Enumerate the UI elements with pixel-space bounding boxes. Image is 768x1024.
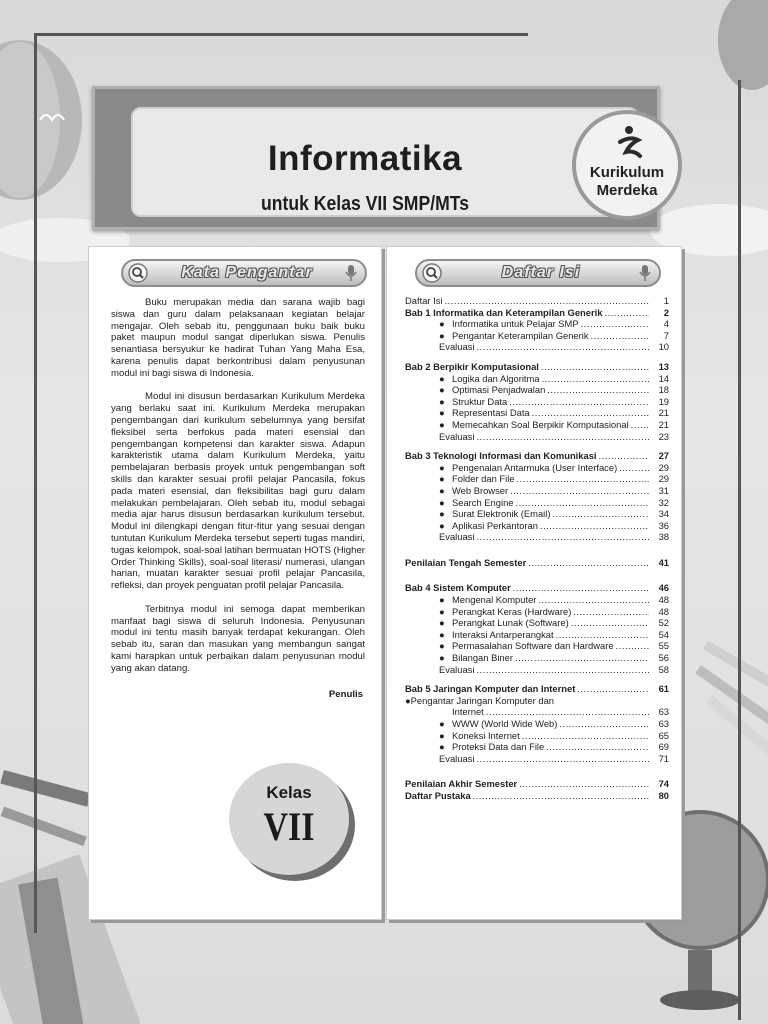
toc-leader-dots [547,384,649,396]
bullet-icon: ● [439,605,445,617]
toc-entry[interactable] [405,730,669,742]
toc-entry-label: Daftar Pustaka [405,789,471,801]
toc-entry[interactable] [405,295,669,307]
toc-entry[interactable] [405,473,669,485]
toc-entry[interactable] [405,741,669,753]
toc-leader-dots [473,790,649,802]
toc-entry-page: 48 [658,594,669,606]
toc-entry-page: 63 [658,706,669,718]
toc-entry-label: Web Browser [452,484,509,496]
toc-entry-page: 32 [658,496,669,508]
toc-leader-dots [486,706,649,718]
toc-heading: Daftar Isi [501,264,581,281]
toc-entry-label: Daftar Isi [405,295,443,306]
toc-entry-page: 18 [658,384,669,396]
toc-entry-page: 29 [658,461,669,473]
toc-panel [386,246,682,920]
toc-leader-dots [513,582,649,594]
toc-entry-page: 34 [658,508,669,520]
toc-entry-page: 31 [658,484,669,496]
toc-entry[interactable] [405,582,669,594]
bullet-icon: ● [439,628,445,640]
toc-entry-page: 13 [658,360,669,372]
toc-leader-dots [445,295,649,307]
toc-entry-page: 41 [658,556,669,568]
foreword-text [111,297,365,686]
toc-entry[interactable] [405,520,669,532]
toc-leader-dots [522,730,649,742]
toc-heading-bar [415,259,661,287]
toc-entry[interactable] [405,373,669,385]
toc-entry[interactable] [405,497,669,509]
toc-entry[interactable] [405,407,669,419]
toc-leader-dots [516,497,649,509]
toc-entry[interactable] [405,664,669,676]
foreword-heading-bar [121,259,367,287]
bullet-icon: ● [439,395,445,407]
microphone-icon [343,263,359,283]
toc-entry-page: 19 [658,395,669,407]
toc-entry-page: 71 [658,752,669,764]
toc-entry-page: 2 [663,306,669,318]
toc-entry[interactable] [405,318,669,330]
toc-entry[interactable] [405,396,669,408]
toc-leader-dots [591,330,649,342]
bullet-icon: ● [439,473,445,485]
toc-leader-dots [552,508,649,520]
search-icon [421,263,443,283]
toc-entry-label: Koneksi Internet [452,729,520,741]
toc-entry-page: 21 [658,407,669,419]
frame-line-top [34,33,528,36]
bullet-icon: ● [439,652,445,664]
toc-entry-page: 65 [658,729,669,741]
toc-leader-dots [581,318,649,330]
toc-entry-label: Proteksi Data dan File [452,741,545,753]
toc-entry-label: Bab 3 Teknologi Informasi dan Komunikasi [405,450,597,462]
toc-entry-page: 69 [658,741,669,753]
toc-entry-page: 14 [658,372,669,384]
toc-entry-label: Memecahkan Soal Berpikir Komputasional [452,418,629,430]
bullet-icon: ● [439,318,445,330]
toc-entry-page: 21 [658,418,669,430]
toc-leader-dots [515,652,649,664]
bullet-icon: ● [439,718,445,729]
toc-leader-dots [542,373,649,385]
toc-leader-dots [619,462,649,474]
toc-entry[interactable] [405,431,669,443]
toc-leader-dots [577,683,649,695]
toc-entry-label: Logika dan Algoritma [452,372,540,384]
toc-entry-page: 54 [658,628,669,640]
toc-entry[interactable] [405,419,669,431]
toc-entry-page: 36 [658,519,669,531]
toc-entry[interactable] [405,330,669,342]
toc-leader-dots [476,531,649,543]
toc-entry-label: Evaluasi [439,430,475,442]
toc-entry-label: Mengenal Komputer [452,594,537,606]
toc-entry-label: Evaluasi [439,531,475,543]
bullet-icon: ● [439,384,445,396]
foreword-panel [88,246,382,920]
toc-leader-dots [573,606,649,618]
toc-entry[interactable] [405,695,669,707]
toc-entry[interactable] [405,384,669,396]
toc-entry-page: 46 [658,582,669,594]
logo-text-kurikulum: Kurikulum [589,164,665,181]
toc-entry-page: 74 [658,778,669,790]
toc-entry-page: 61 [658,683,669,695]
toc-entry-label: Optimasi Penjadwalan [452,384,546,396]
bullet-icon: ● [439,496,445,508]
toc-entry-label: Representasi Data [452,407,530,419]
toc-entry-page: 4 [663,318,669,330]
toc-leader-dots [517,473,649,485]
bullet-icon: ● [439,461,445,473]
toc-leader-dots [509,396,649,408]
toc-entry-page: 38 [658,531,669,543]
toc-entry-label: Penilaian Tengah Semester [405,556,527,568]
toc-spacer [405,764,669,778]
frame-line-left [34,33,37,933]
toc-entry[interactable] [405,594,669,606]
toc-entry-label: Bab 4 Sistem Komputer [405,582,511,594]
toc-entry[interactable] [405,531,669,543]
foreword-heading: Kata Pengantar [181,264,313,281]
toc-leader-dots [532,407,649,419]
toc-leader-dots [476,341,649,353]
bullet-icon: ● [405,694,411,706]
toc-entry-page: 58 [658,663,669,675]
toc-list [405,295,669,802]
bullet-icon: ● [439,372,445,384]
toc-entry-page: 7 [663,329,669,341]
kelas-number: VII [263,804,315,849]
toc-entry-label: Pengantar Jaringan Komputer dan [410,694,554,706]
toc-entry[interactable] [405,652,669,664]
toc-entry[interactable] [405,706,669,718]
book-title: Informatika [267,139,463,178]
bullet-icon: ● [439,407,445,419]
toc-entry-label: Perangkat Lunak (Software) [452,617,569,629]
toc-entry-page: 52 [658,617,669,629]
toc-entry[interactable] [405,617,669,629]
toc-entry-label: Struktur Data [452,395,508,407]
toc-entry-label: Perangkat Keras (Hardware) [452,605,572,617]
toc-entry-label: Evaluasi [439,752,475,764]
toc-entry-label: Bab 1 Informatika dan Keterampilan Generik [405,306,603,318]
toc-entry-label: Permasalahan Software dan Hardware [452,640,614,652]
toc-entry[interactable] [405,361,669,373]
toc-spacer [405,675,669,683]
toc-entry-page: 56 [658,652,669,664]
toc-entry-page: 63 [658,718,669,729]
book-subtitle: untuk Kelas VII SMP/MTs [261,193,469,215]
bullet-icon: ● [439,640,445,652]
toc-entry-label: Internet [452,706,484,718]
toc-entry[interactable] [405,640,669,652]
toc-entry-label: Aplikasi Perkantoran [452,519,538,531]
toc-spacer [405,353,669,361]
toc-entry[interactable] [405,606,669,618]
toc-leader-dots [476,664,649,676]
frame-line-right [738,80,741,1020]
toc-entry-label: Bilangan Biner [452,652,513,664]
toc-entry-label: WWW (World Wide Web) [452,718,558,729]
toc-entry[interactable] [405,629,669,641]
toc-entry-label: Pengenalan Antarmuka (User Interface) [452,461,618,473]
toc-entry-page: 55 [658,640,669,652]
toc-leader-dots [510,485,649,497]
toc-entry[interactable] [405,778,669,790]
toc-leader-dots [546,741,649,753]
toc-leader-dots [476,431,649,443]
toc-entry-label: Bab 2 Berpikir Komputasional [405,360,539,372]
bullet-icon: ● [439,741,445,753]
toc-entry-page: 48 [658,605,669,617]
toc-spacer [405,442,669,450]
toc-leader-dots [616,640,649,652]
toc-entry-page: 27 [658,450,669,462]
toc-entry[interactable] [405,790,669,802]
toc-entry[interactable] [405,718,669,730]
toc-entry-label: Evaluasi [439,663,475,675]
logo-text-merdeka: Merdeka [596,182,658,199]
toc-entry[interactable] [405,450,669,462]
toc-spacer [405,543,669,557]
microphone-icon [637,263,653,283]
search-icon [127,263,149,283]
bullet-icon: ● [439,617,445,629]
bullet-icon: ● [439,508,445,520]
toc-entry-label: Informatika untuk Pelajar SMP [452,318,579,330]
kurikulum-merdeka-logo [572,110,682,220]
toc-entry-label: Penilaian Akhir Semester [405,778,518,790]
toc-leader-dots [631,419,649,431]
toc-entry-page: 29 [658,473,669,485]
toc-entry-label: Bab 5 Jaringan Komputer dan Internet [405,683,576,695]
toc-entry[interactable] [405,341,669,353]
title-panel [131,107,639,217]
bullet-icon: ● [439,594,445,606]
toc-leader-dots [538,594,649,606]
foreword-paragraph: Terbitnya modul ini semoga dapat memberikan manfaat bagi siswa di seluruh Indonesia. Penyusunan modul ini tentu masih banyak terdapat kekurangan. Oleh sebab itu, saran dan masukan yang membangun sangat kami harapkan untuk perbaikan dalam penyusunan modul yang akan datang. [111,603,365,674]
bullet-icon: ● [439,484,445,496]
toc-entry-page: 1 [663,295,669,306]
toc-entry[interactable] [405,557,669,569]
toc-leader-dots [559,718,649,730]
toc-leader-dots [556,629,649,641]
foreword-paragraph: Buku merupakan media dan sarana wajib bagi siswa dan guru dalam pelaksanaan kegiatan belajar mengajar. Oleh sebab itu, penggunaan buku baik buku paket maupun modul sangat diperlukan siswa. Penulis senantiasa bersyukur ke hadirat Tuhan Yang Maha Esa, karena penulis dapat berkontribusi dalam penyusunan modul ini bagi siswa di Indonesia. [111,297,365,379]
toc-leader-dots [476,753,649,765]
toc-leader-dots [604,307,649,319]
toc-entry-page: 23 [658,430,669,442]
toc-leader-dots [528,557,649,569]
toc-entry[interactable] [405,508,669,520]
foreword-paragraph: Modul ini disusun berdasarkan Kurikulum Merdeka yang berlaku saat ini. Kurikulum Merdeka merupakan pengembangan dari kurikulum sebelumnya yang bersifat fleksibel serta berfokus pada materi esensial dan pengembangan kompetensi dan karakter siswa. Adapun karakteristik utama dalam Kurikulum Merdeka, yaitu pembelajaran berbasis proyek untuk pengembangan soft skills dan karakter sesuai profil pelajar Pancasila, fokus pada materi esensial, dan fleksibilitas bagi guru dalam melakukan pembelajaran. Oleh sebab itu, modul sebagai media ajar harus disusun berdasarkan kurikulum tersebut. Modul ini dilengkapi dengan fitur-fitur yang sesuai dengan tuntutan Kurikulum Merdeka tersebut seperti tugas mandiri, tugas kelompok, soal-soal latihan bermuatan HOTS (Higher Order Thinking Skills), soal-soal literasi/ numerasi, ulangan harian, muatan karakter sesuai profil pelajar Pancasila, refleksi, dan proyek penguatan profil pelajar Pancasila. [111,391,365,592]
toc-entry[interactable] [405,462,669,474]
toc-entry-label: Surat Elektronik (Email) [452,508,551,520]
toc-entry[interactable] [405,753,669,765]
foreword-signer: Penulis [328,689,363,700]
toc-entry-page: 10 [658,341,669,353]
kelas-label: Kelas [266,783,312,802]
toc-entry-page: 80 [658,789,669,801]
toc-entry-label: Interaksi Antarperangkat [452,628,554,640]
toc-entry[interactable] [405,307,669,319]
bullet-icon: ● [439,519,445,531]
toc-entry-label: Evaluasi [439,341,475,353]
toc-entry-label: Search Engine [452,496,514,508]
toc-leader-dots [571,617,649,629]
toc-leader-dots [540,520,649,532]
toc-leader-dots [519,778,649,790]
toc-entry-label: Pengantar Keterampilan Generik [452,329,589,341]
toc-spacer [405,568,669,582]
bullet-icon: ● [439,418,445,430]
bullet-icon: ● [439,729,445,741]
toc-entry-label: Folder dan File [452,473,515,485]
bullet-icon: ● [439,329,445,341]
toc-leader-dots [541,361,649,373]
toc-entry[interactable] [405,683,669,695]
kelas-badge [229,763,349,875]
toc-entry[interactable] [405,485,669,497]
kurikulum-merdeka-mark-icon [614,124,644,164]
toc-leader-dots [599,450,649,462]
